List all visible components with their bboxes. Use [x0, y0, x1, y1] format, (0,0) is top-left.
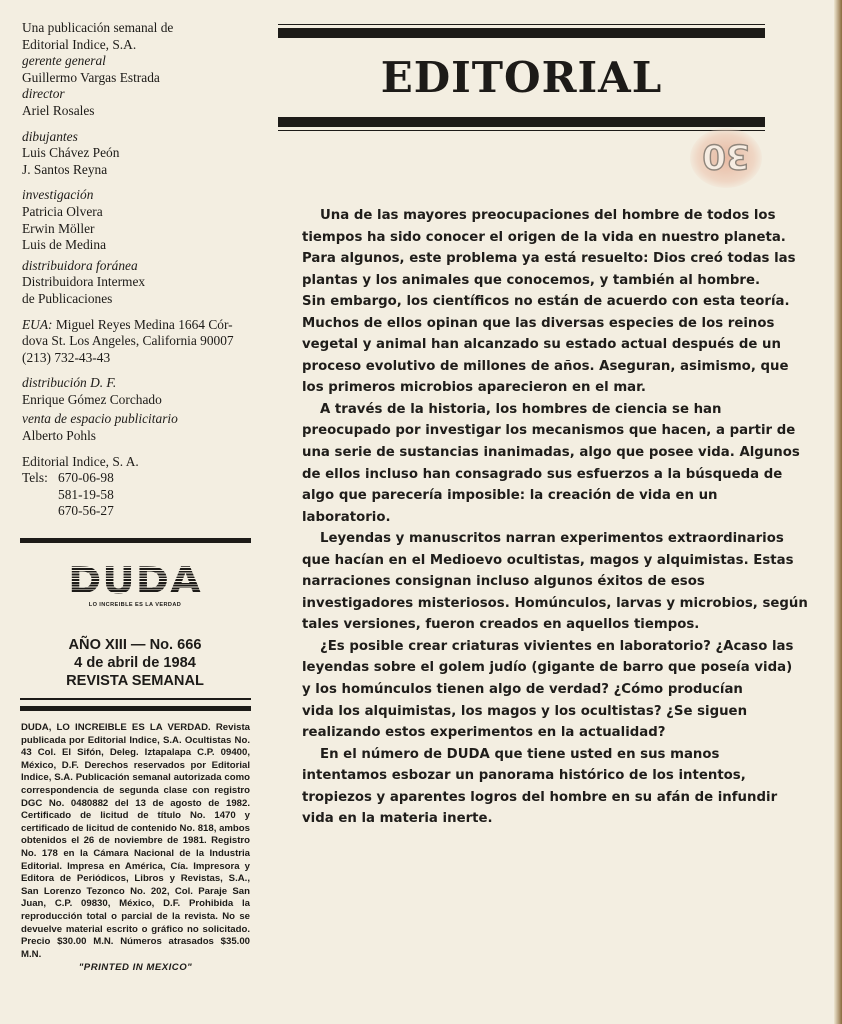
text-line: intentamos esbozar un panorama histórico de los intentos, [302, 768, 746, 784]
text-line: tales versiones, fueron creados en aquellos tiempos. [302, 617, 700, 633]
editorial-title: EDITORIAL [380, 53, 663, 102]
masthead [22, 20, 257, 520]
issue-type: REVISTA SEMANAL [66, 673, 204, 689]
text-line: leyendas sobre el golem judío (gigante de barro que poseía vida) [302, 660, 793, 676]
tel-number: 670-56-27 [58, 503, 114, 519]
staff-name: Distribuidora Intermex [22, 274, 146, 290]
text-line: laboratorio. [302, 509, 391, 525]
contact-company: Editorial Indice, S. A. [22, 453, 139, 469]
staff-name: Luis Chávez Peón [22, 145, 120, 161]
text-line: vida los alquimistas, los magos y los ocultistas? ¿Se siguen [302, 703, 748, 719]
issue-date: 4 de abril de 1984 [74, 655, 196, 671]
issue-info [20, 636, 250, 690]
staff-role: distribuidora foránea [22, 257, 138, 273]
venta-label: venta de espacio publicitario [22, 411, 178, 427]
title-rule-bottom-thin [278, 130, 765, 131]
eua-address [22, 317, 257, 334]
text-line: los primeros microbios aparecieron en el mar. [302, 380, 646, 396]
text-line: realizando estos experimentos en la actualidad? [302, 725, 666, 741]
text-line: algo que parecería imposible: la creación de vida en un [302, 488, 718, 504]
staff-name: Luis de Medina [22, 237, 107, 253]
title-rule-top-thin [278, 24, 765, 25]
staff-name: Guillermo Vargas Estrada [22, 69, 160, 85]
text-line: tropiezos y aparentes logros del hombre en su afán de infundir [302, 789, 778, 805]
text-line: En el número de DUDA que tiene usted en sus manos [320, 746, 720, 762]
editorial-body [302, 205, 808, 830]
text-line: A través de la historia, los hombres de ciencia se han [320, 401, 722, 417]
text-line: plantas y los animales que conocemos, y también al hombre. [302, 272, 761, 288]
divider [20, 698, 251, 700]
legal-text: DUDA, LO INCREIBLE ES LA VERDAD. Revista publicada por Editorial Indice, S.A. Ocultistas No. 43 Col. El Sifón, Deleg. Iztapalapa C.P. 09400, México, D.F. Derechos reservados por Editorial Indice, S.A. Publicación semanal autorizada como correspondencia de segunda clase con registro DGC No. 0480882 del 13 de agosto de 1982. Certificado de licitud de título No. 1470 y certificado de licitud de contenido No. 818, ambos obtenidos el 26 de noviembre de 1981. Registro No. 178 en la Cámara Nacional de la Industria Editorial. Impresa en América, Cía. Impresora y Editora de Periódicos, Libros y Revistas, S.A., San Lorenzo Tezonco No. 202, Col. Paraje San Juan, C.P. 09830, México, D.F. Prohibida la reproducción total o parcial de la revista. No se devuelve material escrito o gráfico no solicitado. Precio $30.00 M.N. Números atrasados $35.00 M.N. [21, 722, 250, 960]
text-line: tiempos ha sido conocer el origen de la vida en nuestro planeta. [302, 229, 786, 245]
text-line: ¿Es posible crear criaturas vivientes en laboratorio? ¿Acaso las [320, 638, 794, 654]
publisher-line: Una publicación semanal de [22, 20, 174, 35]
staff-name: J. Santos Reyna [22, 161, 108, 177]
text-line: Una de las mayores preocupaciones del hombre de todos los [320, 208, 776, 223]
eua-line: (213) 732-43-43 [22, 349, 111, 365]
tel-number: 581-19-58 [58, 486, 114, 502]
title-rule-bottom [278, 117, 765, 127]
tels-label: Tels: [22, 470, 48, 486]
text-line: preocupado por investigar los mecanismos que hacen, a partir de [302, 423, 796, 439]
text-line: Sin embargo, los científicos no están de acuerdo con esta teoría. [302, 294, 790, 310]
paragraph [302, 744, 778, 830]
tel-number: 670-06-98 [58, 470, 114, 486]
text-line: investigadores misteriosos. Homúnculos, larvas y microbios, según [302, 595, 808, 611]
logo-word: DUDA [68, 559, 202, 603]
paragraph [302, 636, 794, 744]
staff-role: investigación [22, 187, 94, 203]
staff-name: Patricia Olvera [22, 203, 103, 219]
title-rule-top [278, 28, 765, 38]
text-line: de ellos incluso han consagrado sus esfuerzos a la búsqueda de [302, 466, 783, 482]
divider [20, 538, 251, 543]
staff-name: de Publicaciones [22, 290, 113, 306]
legal-notice [21, 722, 250, 975]
staff-name: Ariel Rosales [22, 102, 95, 118]
text-line: y los homúnculos tienen algo de verdad? ¿Cómo producían [302, 682, 743, 698]
distribucion-label: distribución D. F. [22, 375, 117, 391]
divider [20, 706, 251, 711]
text-line: Muchos de ellos opinan que las diversas especies de los reinos [302, 315, 775, 331]
paragraph [302, 205, 796, 399]
eua-label: EUA: [22, 316, 53, 332]
page-number-stamp [690, 128, 762, 188]
venta-name: Alberto Pohls [22, 428, 97, 444]
text-line: narraciones consignan incluso algunos éxitos de esos [302, 574, 705, 590]
paragraph [302, 528, 808, 636]
paragraph [302, 399, 800, 528]
eua-line: Miguel Reyes Medina 1664 Cór- [52, 316, 233, 332]
page-edge [834, 0, 842, 1024]
eua-line: dova St. Los Angeles, California 90007 [22, 333, 234, 349]
logo-tagline: LO INCREIBLE ES LA VERDAD [88, 602, 182, 608]
text-line: que hacían en el Medioevo ocultistas, magos y alquimistas. Estas [302, 552, 794, 568]
text-line: una serie de sustancias inanimadas, algo que posee vida. Algunos [302, 445, 800, 461]
staff-name: Erwin Möller [22, 220, 95, 236]
text-line: vida en la materia inerte. [302, 811, 493, 827]
staff-role: director [22, 86, 65, 102]
text-line: proceso evolutivo de millones de años. Aseguran, asimismo, que [302, 358, 789, 374]
distribucion-name: Enrique Gómez Corchado [22, 391, 162, 407]
printed-in-mexico: "PRINTED IN MEXICO" [78, 962, 193, 974]
publisher-line: Editorial Indice, S.A. [22, 36, 137, 52]
duda-logo [20, 558, 250, 608]
issue-number: AÑO XIII — No. 666 [68, 637, 202, 653]
staff-role: gerente general [22, 53, 106, 69]
stamp-number: 30 [702, 136, 750, 176]
text-line: Leyendas y manuscritos narran experimentos extraordinarios [320, 531, 784, 547]
staff-role: dibujantes [22, 128, 78, 144]
tel-line [22, 470, 257, 487]
text-line: vegetal y animal han alcanzado su estado actual después de un [302, 337, 781, 353]
text-line: Para algunos, este problema ya está resuelto: Dios creó todas las [302, 251, 796, 267]
